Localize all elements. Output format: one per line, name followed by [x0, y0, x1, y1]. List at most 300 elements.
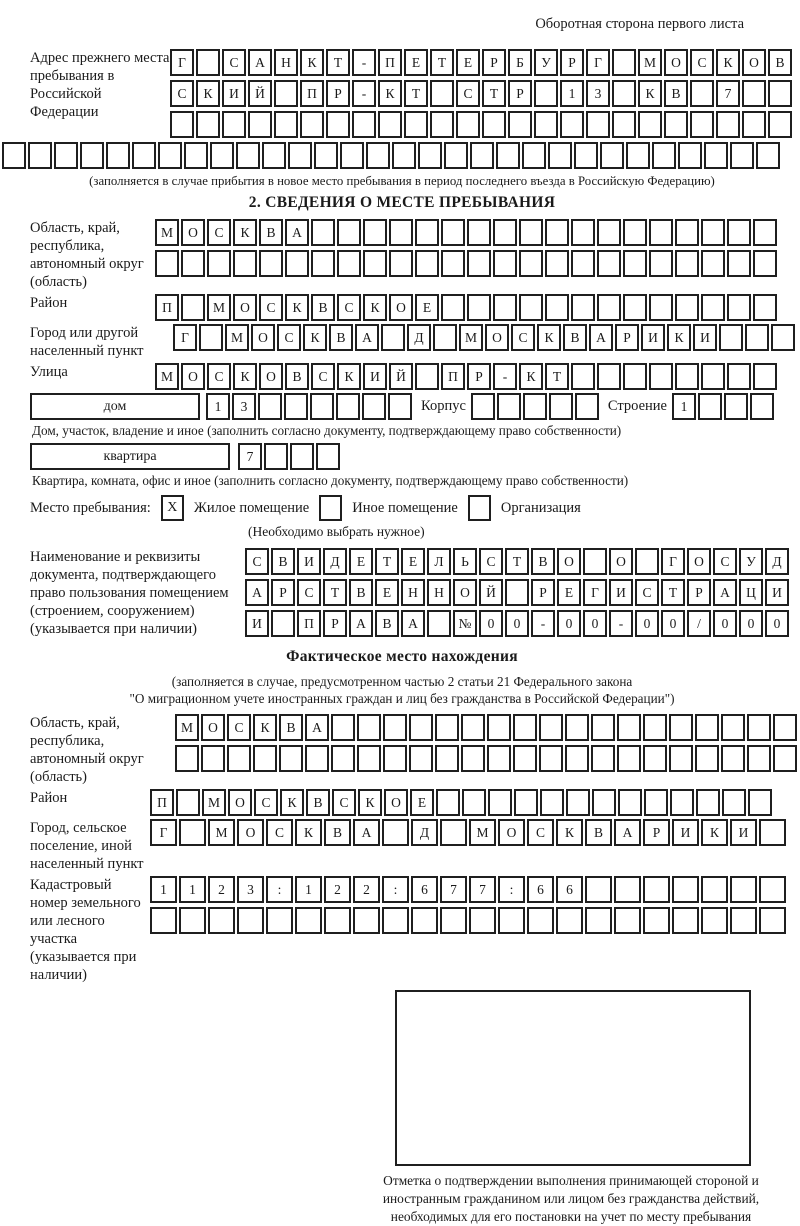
char-cell[interactable]: Е: [410, 789, 434, 816]
char-cell[interactable]: 2: [208, 876, 235, 903]
char-cell[interactable]: Р: [326, 80, 350, 107]
char-cell[interactable]: [649, 363, 673, 390]
char-cell[interactable]: С: [266, 819, 293, 846]
char-cell[interactable]: [759, 876, 786, 903]
char-cell[interactable]: М: [459, 324, 483, 351]
char-cell[interactable]: Н: [427, 579, 451, 606]
char-cell[interactable]: И: [363, 363, 387, 390]
char-cell[interactable]: [727, 250, 751, 277]
char-cell[interactable]: [415, 219, 439, 246]
char-cell[interactable]: О: [453, 579, 477, 606]
char-cell[interactable]: 7: [716, 80, 740, 107]
char-cell[interactable]: [730, 907, 757, 934]
char-cell[interactable]: [675, 363, 699, 390]
char-cell[interactable]: 0: [557, 610, 581, 637]
char-cell[interactable]: П: [300, 80, 324, 107]
char-cell[interactable]: К: [519, 363, 543, 390]
char-cell[interactable]: [461, 714, 485, 741]
char-cell[interactable]: Д: [407, 324, 431, 351]
char-cell[interactable]: Й: [479, 579, 503, 606]
char-cell[interactable]: 1: [295, 876, 322, 903]
char-cell[interactable]: И: [222, 80, 246, 107]
char-cell[interactable]: [522, 142, 546, 169]
char-cell[interactable]: [690, 80, 714, 107]
char-cell[interactable]: 6: [556, 876, 583, 903]
char-cell[interactable]: Г: [170, 49, 194, 76]
char-cell[interactable]: Т: [430, 49, 454, 76]
char-cell[interactable]: [288, 142, 312, 169]
char-cell[interactable]: [208, 907, 235, 934]
char-cell[interactable]: [236, 142, 260, 169]
char-cell[interactable]: 0: [713, 610, 737, 637]
char-cell[interactable]: Г: [150, 819, 177, 846]
char-cell[interactable]: С: [222, 49, 246, 76]
char-cell[interactable]: И: [672, 819, 699, 846]
char-cell[interactable]: 0: [765, 610, 789, 637]
char-cell[interactable]: [614, 876, 641, 903]
char-cell[interactable]: В: [531, 548, 555, 575]
char-cell[interactable]: Д: [765, 548, 789, 575]
char-cell[interactable]: :: [498, 876, 525, 903]
char-cell[interactable]: [274, 111, 298, 138]
other-premises-checkbox[interactable]: [319, 495, 342, 521]
char-cell[interactable]: [279, 745, 303, 772]
char-cell[interactable]: [571, 363, 595, 390]
char-cell[interactable]: [248, 111, 272, 138]
char-cell[interactable]: [467, 294, 491, 321]
char-cell[interactable]: [383, 714, 407, 741]
char-cell[interactable]: [433, 324, 457, 351]
char-cell[interactable]: [337, 250, 361, 277]
char-cell[interactable]: Р: [643, 819, 670, 846]
char-cell[interactable]: [701, 219, 725, 246]
char-cell[interactable]: [527, 907, 554, 934]
char-cell[interactable]: [498, 907, 525, 934]
char-cell[interactable]: [672, 876, 699, 903]
char-cell[interactable]: [158, 142, 182, 169]
char-cell[interactable]: [430, 80, 454, 107]
char-cell[interactable]: И: [765, 579, 789, 606]
char-cell[interactable]: [701, 876, 728, 903]
char-cell[interactable]: [233, 250, 257, 277]
char-cell[interactable]: [690, 111, 714, 138]
char-cell[interactable]: [597, 363, 621, 390]
char-cell[interactable]: Т: [482, 80, 506, 107]
char-cell[interactable]: Л: [427, 548, 451, 575]
char-cell[interactable]: Р: [467, 363, 491, 390]
char-cell[interactable]: Т: [545, 363, 569, 390]
char-cell[interactable]: [150, 907, 177, 934]
char-cell[interactable]: [704, 142, 728, 169]
char-cell[interactable]: [274, 80, 298, 107]
char-cell[interactable]: [664, 111, 688, 138]
char-cell[interactable]: [643, 876, 670, 903]
char-cell[interactable]: И: [245, 610, 269, 637]
char-cell[interactable]: К: [233, 219, 257, 246]
char-cell[interactable]: [461, 745, 485, 772]
char-cell[interactable]: [28, 142, 52, 169]
char-cell[interactable]: [513, 714, 537, 741]
char-cell[interactable]: [441, 250, 465, 277]
char-cell[interactable]: [331, 714, 355, 741]
char-cell[interactable]: С: [207, 219, 231, 246]
char-cell[interactable]: [54, 142, 78, 169]
char-cell[interactable]: Г: [661, 548, 685, 575]
char-cell[interactable]: 3: [237, 876, 264, 903]
char-cell[interactable]: [514, 789, 538, 816]
char-cell[interactable]: [716, 111, 740, 138]
char-cell[interactable]: [695, 714, 719, 741]
char-cell[interactable]: [571, 294, 595, 321]
char-cell[interactable]: [378, 111, 402, 138]
char-cell[interactable]: [415, 250, 439, 277]
char-cell[interactable]: М: [225, 324, 249, 351]
char-cell[interactable]: [759, 907, 786, 934]
char-cell[interactable]: С: [207, 363, 231, 390]
char-cell[interactable]: 1: [560, 80, 584, 107]
char-cell[interactable]: [435, 745, 459, 772]
char-cell[interactable]: К: [556, 819, 583, 846]
char-cell[interactable]: -: [352, 80, 376, 107]
char-cell[interactable]: [2, 142, 26, 169]
char-cell[interactable]: Р: [508, 80, 532, 107]
char-cell[interactable]: Е: [557, 579, 581, 606]
char-cell[interactable]: С: [297, 579, 321, 606]
char-cell[interactable]: Н: [274, 49, 298, 76]
char-cell[interactable]: С: [227, 714, 251, 741]
char-cell[interactable]: :: [266, 876, 293, 903]
char-cell[interactable]: М: [638, 49, 662, 76]
char-cell[interactable]: М: [155, 363, 179, 390]
char-cell[interactable]: 0: [505, 610, 529, 637]
char-cell[interactable]: [441, 294, 465, 321]
char-cell[interactable]: [571, 250, 595, 277]
char-cell[interactable]: А: [245, 579, 269, 606]
char-cell[interactable]: О: [228, 789, 252, 816]
char-cell[interactable]: [259, 250, 283, 277]
char-cell[interactable]: И: [609, 579, 633, 606]
char-cell[interactable]: Г: [583, 579, 607, 606]
char-cell[interactable]: [284, 393, 308, 420]
char-cell[interactable]: [440, 907, 467, 934]
char-cell[interactable]: [519, 219, 543, 246]
char-cell[interactable]: Ц: [739, 579, 763, 606]
char-cell[interactable]: Д: [323, 548, 347, 575]
char-cell[interactable]: [382, 819, 409, 846]
char-cell[interactable]: С: [170, 80, 194, 107]
char-cell[interactable]: [727, 219, 751, 246]
char-cell[interactable]: [649, 294, 673, 321]
char-cell[interactable]: О: [498, 819, 525, 846]
char-cell[interactable]: [623, 250, 647, 277]
char-cell[interactable]: [469, 907, 496, 934]
char-cell[interactable]: [496, 142, 520, 169]
char-cell[interactable]: [336, 393, 360, 420]
char-cell[interactable]: [487, 745, 511, 772]
char-cell[interactable]: М: [469, 819, 496, 846]
char-cell[interactable]: [539, 745, 563, 772]
char-cell[interactable]: В: [768, 49, 792, 76]
char-cell[interactable]: [617, 745, 641, 772]
char-cell[interactable]: Р: [531, 579, 555, 606]
char-cell[interactable]: [285, 250, 309, 277]
char-cell[interactable]: [545, 219, 569, 246]
char-cell[interactable]: 0: [739, 610, 763, 637]
char-cell[interactable]: К: [253, 714, 277, 741]
char-cell[interactable]: [678, 142, 702, 169]
char-cell[interactable]: О: [384, 789, 408, 816]
char-cell[interactable]: 3: [232, 393, 256, 420]
char-cell[interactable]: [311, 250, 335, 277]
char-cell[interactable]: [597, 219, 621, 246]
char-cell[interactable]: К: [300, 49, 324, 76]
char-cell[interactable]: [597, 250, 621, 277]
char-cell[interactable]: [545, 250, 569, 277]
char-cell[interactable]: К: [667, 324, 691, 351]
char-cell[interactable]: М: [155, 219, 179, 246]
char-cell[interactable]: К: [537, 324, 561, 351]
char-cell[interactable]: [539, 714, 563, 741]
char-cell[interactable]: В: [664, 80, 688, 107]
char-cell[interactable]: [519, 294, 543, 321]
char-cell[interactable]: [316, 443, 340, 470]
char-cell[interactable]: [745, 324, 769, 351]
char-cell[interactable]: Ь: [453, 548, 477, 575]
char-cell[interactable]: С: [259, 294, 283, 321]
char-cell[interactable]: Г: [586, 49, 610, 76]
char-cell[interactable]: [493, 250, 517, 277]
char-cell[interactable]: М: [208, 819, 235, 846]
char-cell[interactable]: [176, 789, 200, 816]
char-cell[interactable]: [181, 250, 205, 277]
char-cell[interactable]: [575, 393, 599, 420]
char-cell[interactable]: [768, 80, 792, 107]
char-cell[interactable]: [199, 324, 223, 351]
char-cell[interactable]: И: [693, 324, 717, 351]
char-cell[interactable]: [305, 745, 329, 772]
char-cell[interactable]: [222, 111, 246, 138]
char-cell[interactable]: В: [271, 548, 295, 575]
char-cell[interactable]: [357, 714, 381, 741]
char-cell[interactable]: Т: [323, 579, 347, 606]
char-cell[interactable]: О: [251, 324, 275, 351]
char-cell[interactable]: Н: [401, 579, 425, 606]
char-cell[interactable]: [534, 80, 558, 107]
char-cell[interactable]: [675, 294, 699, 321]
char-cell[interactable]: [409, 745, 433, 772]
char-cell[interactable]: [643, 907, 670, 934]
char-cell[interactable]: [340, 142, 364, 169]
char-cell[interactable]: [556, 907, 583, 934]
char-cell[interactable]: [753, 294, 777, 321]
char-cell[interactable]: [362, 393, 386, 420]
char-cell[interactable]: [381, 324, 405, 351]
char-cell[interactable]: С: [635, 579, 659, 606]
char-cell[interactable]: Т: [326, 49, 350, 76]
char-cell[interactable]: В: [375, 610, 399, 637]
char-cell[interactable]: [701, 907, 728, 934]
char-cell[interactable]: П: [150, 789, 174, 816]
char-cell[interactable]: [753, 250, 777, 277]
char-cell[interactable]: [675, 250, 699, 277]
char-cell[interactable]: [747, 714, 771, 741]
char-cell[interactable]: О: [389, 294, 413, 321]
char-cell[interactable]: [701, 294, 725, 321]
char-cell[interactable]: Т: [404, 80, 428, 107]
char-cell[interactable]: [505, 579, 529, 606]
char-cell[interactable]: [508, 111, 532, 138]
char-cell[interactable]: [519, 250, 543, 277]
char-cell[interactable]: Р: [482, 49, 506, 76]
char-cell[interactable]: [352, 111, 376, 138]
char-cell[interactable]: [444, 142, 468, 169]
char-cell[interactable]: К: [638, 80, 662, 107]
char-cell[interactable]: О: [742, 49, 766, 76]
char-cell[interactable]: Й: [389, 363, 413, 390]
char-cell[interactable]: [612, 80, 636, 107]
char-cell[interactable]: М: [202, 789, 226, 816]
char-cell[interactable]: [290, 443, 314, 470]
char-cell[interactable]: А: [589, 324, 613, 351]
char-cell[interactable]: [600, 142, 624, 169]
char-cell[interactable]: [366, 142, 390, 169]
char-cell[interactable]: [497, 393, 521, 420]
char-cell[interactable]: [724, 393, 748, 420]
char-cell[interactable]: О: [259, 363, 283, 390]
char-cell[interactable]: [184, 142, 208, 169]
char-cell[interactable]: [698, 393, 722, 420]
char-cell[interactable]: [258, 393, 282, 420]
char-cell[interactable]: И: [297, 548, 321, 575]
char-cell[interactable]: [742, 80, 766, 107]
char-cell[interactable]: [669, 745, 693, 772]
char-cell[interactable]: О: [181, 219, 205, 246]
char-cell[interactable]: 0: [661, 610, 685, 637]
char-cell[interactable]: Г: [173, 324, 197, 351]
char-cell[interactable]: [618, 789, 642, 816]
char-cell[interactable]: Р: [615, 324, 639, 351]
char-cell[interactable]: В: [324, 819, 351, 846]
char-cell[interactable]: [652, 142, 676, 169]
char-cell[interactable]: [612, 49, 636, 76]
char-cell[interactable]: К: [701, 819, 728, 846]
char-cell[interactable]: [748, 789, 772, 816]
char-cell[interactable]: О: [181, 363, 205, 390]
char-cell[interactable]: [106, 142, 130, 169]
char-cell[interactable]: [649, 250, 673, 277]
char-cell[interactable]: [155, 250, 179, 277]
char-cell[interactable]: [727, 363, 751, 390]
char-cell[interactable]: [626, 142, 650, 169]
char-cell[interactable]: С: [511, 324, 535, 351]
char-cell[interactable]: [753, 363, 777, 390]
char-cell[interactable]: [253, 745, 277, 772]
char-cell[interactable]: [623, 294, 647, 321]
char-cell[interactable]: [742, 111, 766, 138]
char-cell[interactable]: [623, 363, 647, 390]
char-cell[interactable]: В: [585, 819, 612, 846]
char-cell[interactable]: Р: [560, 49, 584, 76]
char-cell[interactable]: П: [441, 363, 465, 390]
char-cell[interactable]: [300, 111, 324, 138]
char-cell[interactable]: [210, 142, 234, 169]
char-cell[interactable]: [617, 714, 641, 741]
char-cell[interactable]: В: [306, 789, 330, 816]
char-cell[interactable]: 1: [179, 876, 206, 903]
char-cell[interactable]: [730, 876, 757, 903]
char-cell[interactable]: [721, 745, 745, 772]
char-cell[interactable]: 0: [479, 610, 503, 637]
char-cell[interactable]: [513, 745, 537, 772]
char-cell[interactable]: К: [233, 363, 257, 390]
char-cell[interactable]: [295, 907, 322, 934]
char-cell[interactable]: /: [687, 610, 711, 637]
char-cell[interactable]: [326, 111, 350, 138]
char-cell[interactable]: Е: [349, 548, 373, 575]
char-cell[interactable]: [649, 219, 673, 246]
char-cell[interactable]: О: [485, 324, 509, 351]
char-cell[interactable]: [701, 250, 725, 277]
char-cell[interactable]: [545, 294, 569, 321]
char-cell[interactable]: В: [349, 579, 373, 606]
char-cell[interactable]: [566, 789, 590, 816]
char-cell[interactable]: [271, 610, 295, 637]
char-cell[interactable]: 7: [469, 876, 496, 903]
char-cell[interactable]: [672, 907, 699, 934]
char-cell[interactable]: А: [713, 579, 737, 606]
char-cell[interactable]: [264, 443, 288, 470]
char-cell[interactable]: [430, 111, 454, 138]
char-cell[interactable]: [196, 49, 220, 76]
char-cell[interactable]: [456, 111, 480, 138]
char-cell[interactable]: Б: [508, 49, 532, 76]
char-cell[interactable]: [773, 745, 797, 772]
char-cell[interactable]: О: [237, 819, 264, 846]
char-cell[interactable]: [488, 789, 512, 816]
char-cell[interactable]: -: [531, 610, 555, 637]
char-cell[interactable]: [227, 745, 251, 772]
char-cell[interactable]: [583, 548, 607, 575]
char-cell[interactable]: [523, 393, 547, 420]
char-cell[interactable]: К: [280, 789, 304, 816]
char-cell[interactable]: [310, 393, 334, 420]
char-cell[interactable]: И: [641, 324, 665, 351]
char-cell[interactable]: О: [557, 548, 581, 575]
char-cell[interactable]: [565, 745, 589, 772]
char-cell[interactable]: Р: [687, 579, 711, 606]
char-cell[interactable]: К: [358, 789, 382, 816]
char-cell[interactable]: Е: [401, 548, 425, 575]
char-cell[interactable]: [467, 250, 491, 277]
char-cell[interactable]: 1: [672, 393, 696, 420]
char-cell[interactable]: О: [233, 294, 257, 321]
char-cell[interactable]: [643, 714, 667, 741]
char-cell[interactable]: [337, 219, 361, 246]
char-cell[interactable]: [388, 393, 412, 420]
char-cell[interactable]: [548, 142, 572, 169]
char-cell[interactable]: [730, 142, 754, 169]
char-cell[interactable]: Д: [411, 819, 438, 846]
char-cell[interactable]: С: [311, 363, 335, 390]
char-cell[interactable]: [759, 819, 786, 846]
char-cell[interactable]: С: [713, 548, 737, 575]
char-cell[interactable]: В: [285, 363, 309, 390]
char-cell[interactable]: [585, 876, 612, 903]
char-cell[interactable]: [771, 324, 795, 351]
char-cell[interactable]: [357, 745, 381, 772]
char-cell[interactable]: [382, 907, 409, 934]
char-cell[interactable]: [487, 714, 511, 741]
